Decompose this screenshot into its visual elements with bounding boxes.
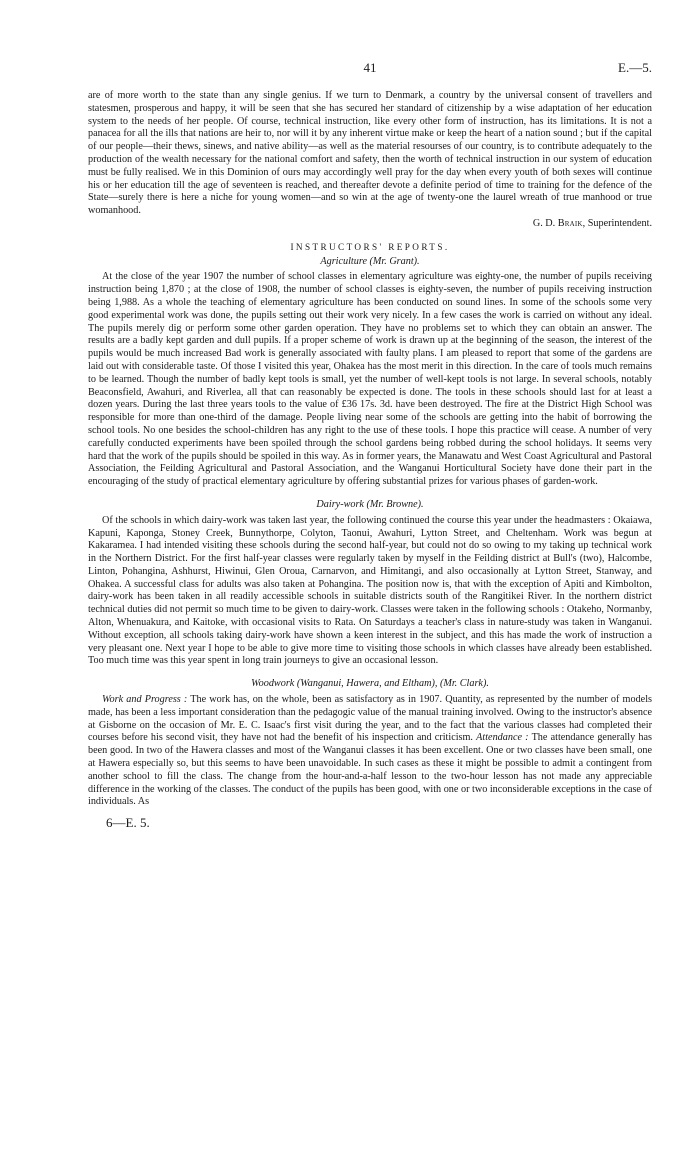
page-reference: E.—5.: [618, 60, 652, 75]
intro-paragraph: are of more worth to the state than any single genius. If we turn to Denmark, a country by the universal consent of travellers and statesmen, prosperous and happy, it will be seen that she has secured her standard of citizenship by a wise adaptation of her education system to the needs of her people. Of course, technical instruction, like every other form of instruction, has its limitations. It is not a panacea for all the ills that nations are heir to, nor will it by any inherent virtue make or keep the heart of a nation sound ; but if the capital of our people—their thews, sinews, and native ability—as well as the material resourses of our country, is to contribute adequately to the production of the wealth necessary for the national comfort and safety, then the worth of technical instruction in our system of education must be fully realised. We in this Dominion of ours may accordingly well pray for the day when every youth of both sexes will continue his or her education till the age of seventeen is reached, and thereafter devote a definite period of time to training for the defence of the State—surely there is here a niche for young women—and so win at the age of twenty-one the laurel wreath of true manhood or true womanhood.: [88, 90, 652, 217]
dairy-work-paragraph: Of the schools in which dairy-work was taken last year, the following continued the course this year under the headmasters : Okaiawa, Kapuni, Kaponga, Stoney Creek, Bunnythorpe, Colyton, Taonui, Awahuri, Lytton Street, and Cheltenham. Work was begun at Kakaramea. I had intended visiting these schools during the second half-year, but could not do so owing to my taking up technical work in the Northern District. For the first half-year classes were regularly taken by myself in the Feilding district at Bull's (two), Halcombe, Linton, Pohangina, Ashhurst, Hiwinui, Glen Oroua, Carnarvon, and Himitangi, and also occasionally at Lytton Street, Stanway, and Ohakea. A successful class for adults was also taken at Pohangina. The position now is, that with the exception of Apiti and Kimbolton, dairy-work has been taken in all readily accessible schools in suitable districts south of the Rangitikei River. In the northern district technical duties did not permit so much time to be given to dairy-work. Classes were taken in the following schools : Otakeho, Normanby, Alton, Whenuakura, and Kaitoke, with occasional visits to Rata. On Saturdays a teacher's class in nature-study was taken in Wanganui. Without exception, all schools taking dairy-work have shown a keen interest in the subject, and this has made the work of instruction a very pleasant one. Next year I hope to be able to give more time to visiting those schools in which classes have already been established. Too much time was this year spent in long train journeys to give an occasional lesson.: [88, 514, 652, 667]
agriculture-paragraph: At the close of the year 1907 the number of school classes in elementary agriculture was eighty-one, the number of pupils receiving instruction being 1,870 ; at the close of 1908, the number of school classes is eighty-seven, the number of pupils receiving instruction being 1,988. As a whole the teaching of elementary agriculture has been conducted on sound lines. In some of the schools some very good experimental work was done, the pupils setting out their work very nicely. In a few cases the work is carried on without any ideal. The pupils merely dig or perform some other garden operation. They have no problems set to which they can obtain an answer. The results are a badly kept garden and dull pupils. If a proper scheme of work is drawn up at the beginning of the season, the interest of the pupils would be much increased Bad work is generally associated with faulty plans. I am pleased to report that some of the gardens are laid out with considerable taste. Of those I visited this year, Ohakea has the most merit in this direction. In the care of tools much remains to be learned. Though the number of badly kept tools is small, yet the number of well-kept tools is not large. In several schools, notably Beaconsfield, Awahuri, and Riverlea, all that can reasonably be expected is done. The tools in these schools should last for at least a dozen years. During the last three years tools to the value of £36 17s. 3d. have been destroyed. The fire at the District High School was responsible for more than one-third of the damage. People living near some of the schools are getting into the habit of borrowing the school tools. No one besides the school-children has any right to the use of these tools. I hope this practice will cease. A number of very carefully conducted experiments have been spoiled through the school gardens being robbed during the school holidays. It seems very hard that the work of the pupils should be spoiled in this way. As in former years, the Manawatu and West Coast Agricultural and Pastoral Association, the Feilding Agricultural and Pastoral Association, and the Wanganui Horticultural Society have done their part in the encouraging of the study of practical elementary agriculture by offering substantial prizes for various phases of garden-work.: [88, 271, 652, 488]
agriculture-heading: Agriculture (Mr. Grant).: [320, 255, 420, 267]
superintendent-signature: [88, 218, 652, 231]
work-progress-lead: Work and Progress :: [102, 694, 188, 706]
dairy-work-heading: Dairy-work (Mr. Browne).: [316, 498, 424, 510]
woodwork-heading: Woodwork (Wanganui, Hawera, and Eltham), (Mr. Clark).: [251, 678, 489, 690]
attendance-lead: Attendance :: [476, 732, 529, 744]
work-progress-text: The work has, on the whole, been as satisfactory as in 1907. Quantity, as represented by the number of models made, has been a less important consideration than the pedagogic value of the manual training involved. Owing to the instructor's absence at Gisborne on the occasion of Mr. E. C. Isaac's first visit during the year, and to the fact that the various classes had completed their courses before his second visit, they have not had the benefit of his inspection and criticism.: [88, 694, 652, 744]
signature-initials: G. D.: [532, 217, 556, 229]
attendance-text: The attendance generally has been good. In two of the Hawera classes and most of the Wanganui classes it has been excellent. One or two classes have been small, one at Hawera especially so, but this seems to have been unavoidable. In such cases as these it might be possible to admit a contingent from another school to fill the class. The change from the hour-and-a-half lesson to the two-hour lesson has not made any appreciable difference in the working of the classes. The conduct of the pupils has been good, with one or two inconsiderable exceptions in the case of individuals. As: [88, 732, 652, 808]
instructors-reports-heading: INSTRUCTORS' REPORTS.: [290, 241, 450, 252]
page-header: [88, 62, 652, 90]
signature-name: Braik: [557, 217, 583, 229]
signature-title: , Superintendent.: [582, 217, 652, 229]
page-number: 41: [363, 60, 377, 75]
woodwork-paragraph: [88, 694, 652, 809]
footer-signature: 6—E. 5.: [106, 815, 150, 831]
